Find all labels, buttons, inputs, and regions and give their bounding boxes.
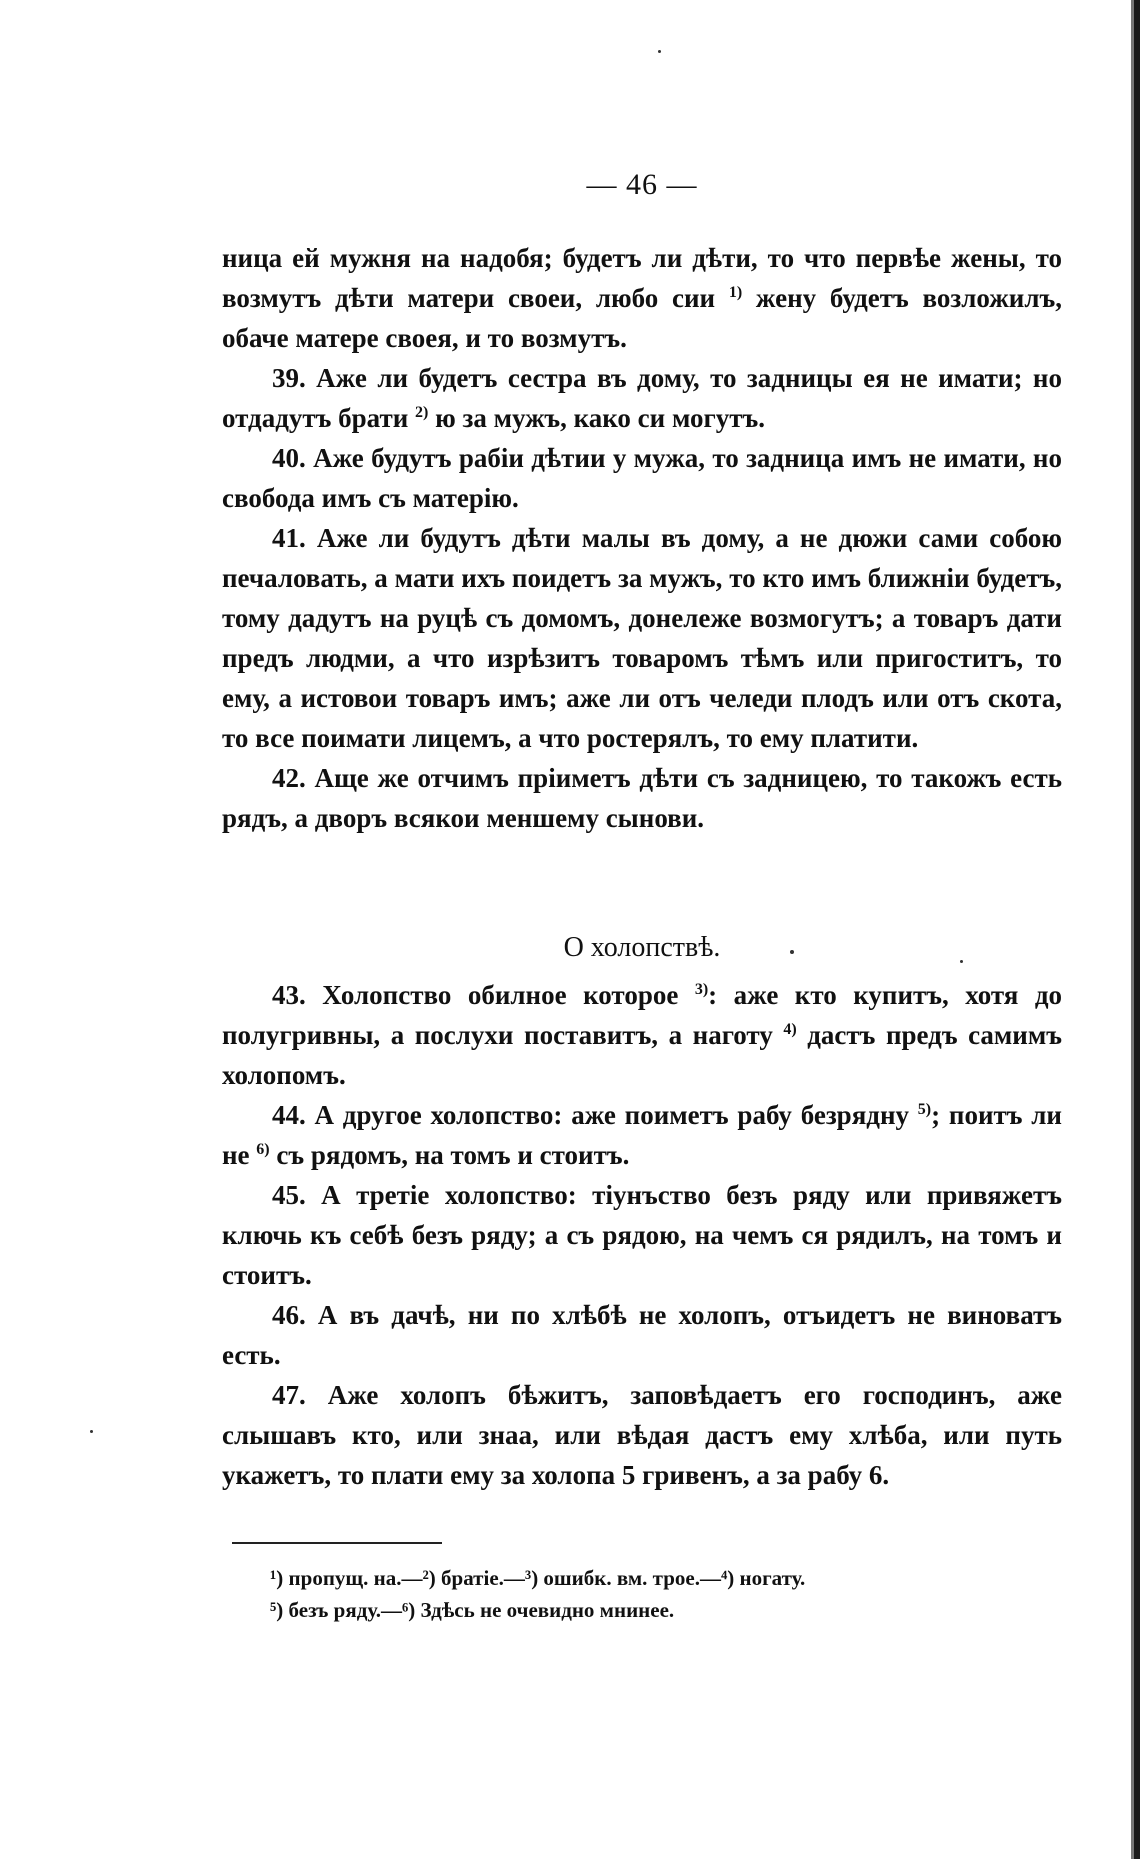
footnote-line-1: ¹) пропущ. на.—²) братіе.—³) ошибк. вм. трое.—⁴) ногату. xyxy=(270,1566,806,1590)
footnote-line-2: ⁵) безъ ряду.—⁶) Здѣсь не очевидно мнинее. xyxy=(270,1598,675,1622)
paragraph-45: 45. А третіе холопство: тіунъство безъ ряду или привяжетъ ключь къ себѣ безъ ряду; а съ рядою, на чемъ ся рядилъ, на томъ и стоитъ. xyxy=(222,1180,1062,1290)
footnote-ref: 1) xyxy=(728,284,743,301)
paragraph-40: 40. Аже будутъ рабіи дѣтии у мужа, то задница имъ не имати, но свобода имъ съ матерію. xyxy=(222,443,1062,513)
scan-speck xyxy=(658,50,661,53)
text-block-inheritance xyxy=(222,238,1062,838)
section-heading: О холопствѣ. xyxy=(563,932,721,963)
page-number: — 46 — xyxy=(586,168,698,201)
scan-edge xyxy=(1134,0,1140,1859)
paragraph-46: 46. А въ дачѣ, ни по хлѣбѣ не холопъ, отъидетъ не виноватъ есть. xyxy=(222,1300,1062,1370)
paragraph-42: 42. Аще же отчимъ пріиметъ дѣти съ задницею, то такожъ есть рядъ, а дворъ всякои меншему сынови. xyxy=(222,763,1062,833)
footnote-ref: 3) xyxy=(694,981,709,998)
footnote-ref: 2) xyxy=(415,404,429,421)
paragraph-41: 41. Аже ли будутъ дѣти малы въ дому, а не дюжи сами собою печаловать, а мати ихъ поидетъ за мужъ, то кто имъ ближніи будетъ, тому дадутъ на руцѣ съ домомъ, донележе возмогутъ; а товаръ дати предъ людми, а что изрѣзитъ товаромъ тѣмъ или пригоститъ, то ему, а истовои товаръ имъ; аже ли отъ челеди плодъ или отъ скота, то все поимати лицемъ, а что ростерялъ, то ему платити. xyxy=(222,523,1062,753)
footnote-ref: 4) xyxy=(783,1021,797,1038)
text-block-servitude xyxy=(222,975,1062,1495)
footnote-divider xyxy=(232,1542,442,1544)
paragraph-39: 39. Аже ли будетъ сестра въ дому, то задницы ея не имати; но отдадутъ брати $^{2)}$ ю за мужъ, како си могутъ. xyxy=(222,363,1062,433)
footnote-ref: 6) xyxy=(256,1141,270,1158)
scan-speck xyxy=(90,1430,93,1433)
paragraph-continuation: ница ей мужня на надобя; будетъ ли дѣти, то что первѣе жены, то возмутъ дѣти матери своеи, любо сии $^{1)}$ жену будетъ возложилъ, обаче матере своея, и то возмутъ. xyxy=(222,243,1062,353)
footnotes xyxy=(270,1562,1050,1626)
paragraph-43: 43. Холопство обилное которое $^{3)}$: аже кто купитъ, хотя до полугривны, а послухи поставитъ, а наготу $^{4)}$ дастъ предъ самимъ холопомъ. xyxy=(222,980,1063,1090)
paragraph-47: 47. Аже холопъ бѣжитъ, заповѣдаетъ его господинъ, аже слышавъ кто, или знаа, или вѣдая дастъ ему хлѣба, или путь укажетъ, то плати ему за холопа 5 гривенъ, а за рабу 6. xyxy=(222,1380,1062,1490)
footnote-ref: 5) xyxy=(917,1101,932,1118)
paragraph-44: 44. А другое холопство: аже поиметъ рабу безрядну $^{5)}$; поитъ ли не $^{6)}$ съ рядомъ, на томъ и стоитъ. xyxy=(222,1100,1062,1170)
